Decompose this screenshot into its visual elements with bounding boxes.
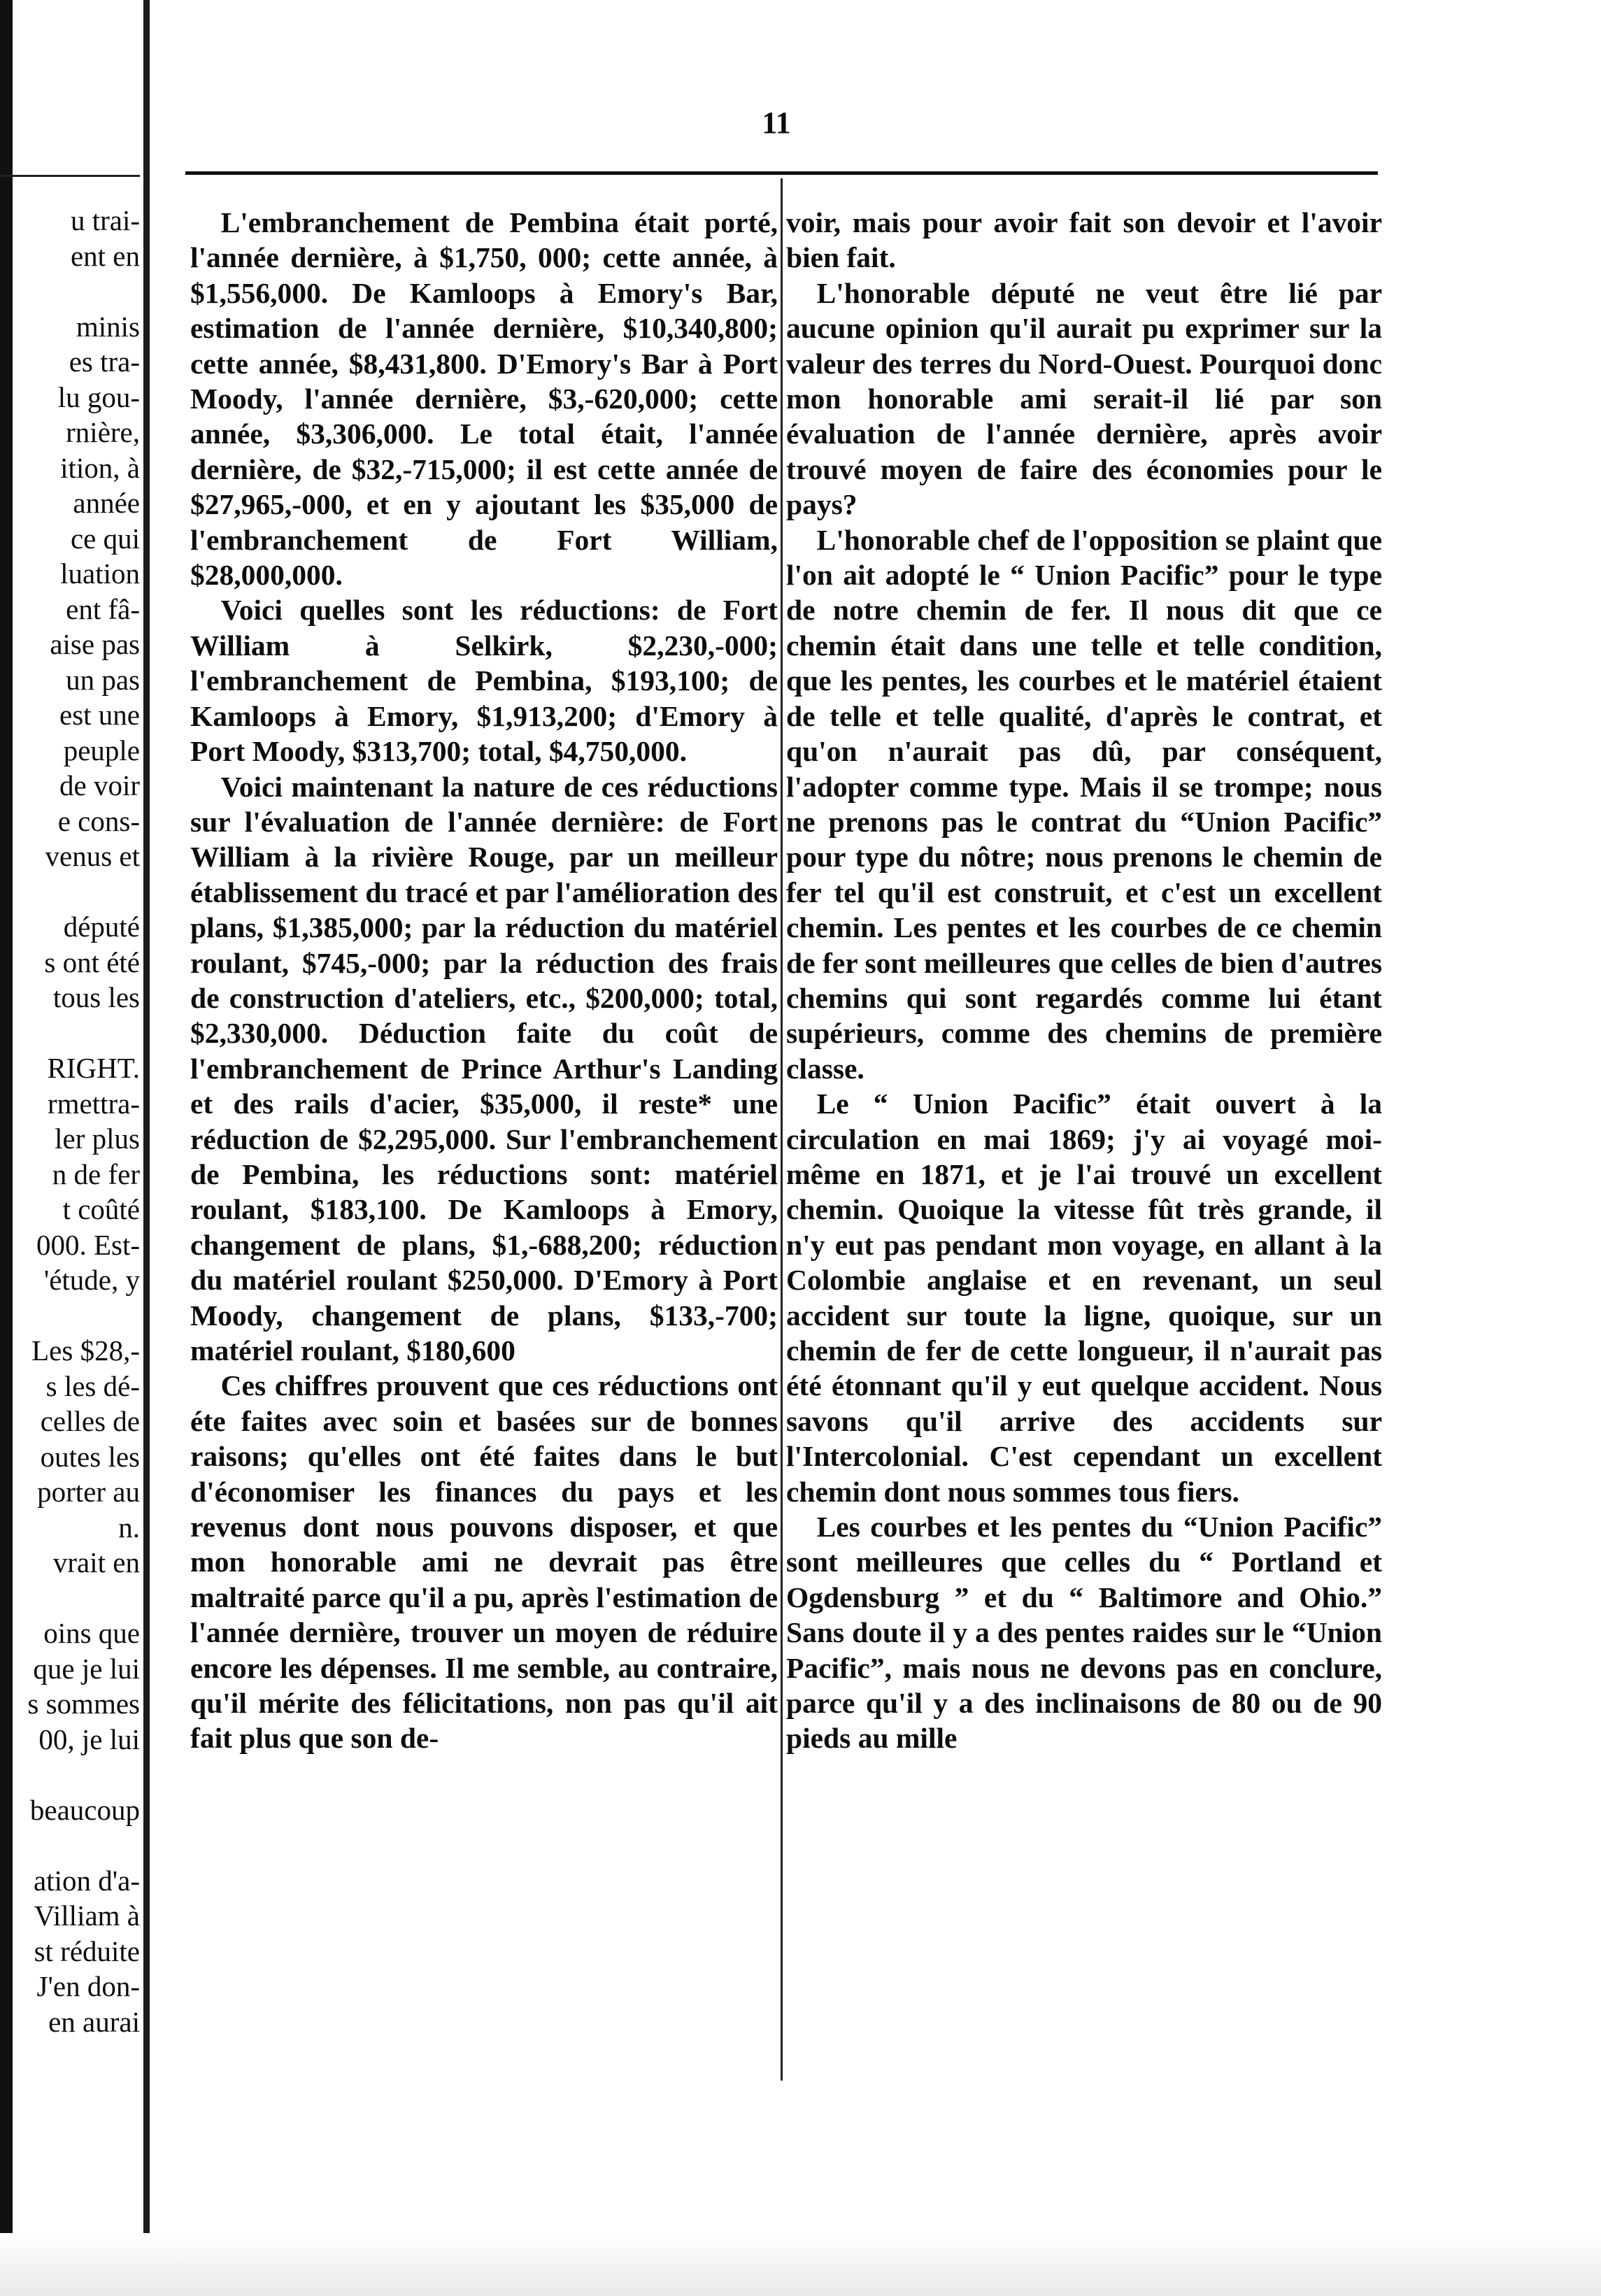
- facing-page-line: 00, je lui: [38, 1723, 140, 1755]
- facing-page-line: e cons-: [57, 804, 140, 837]
- facing-page-line: Les $28,-: [31, 1334, 140, 1367]
- facing-page-line: n de fer: [52, 1157, 140, 1190]
- facing-page-line: 'étude, y: [43, 1264, 140, 1296]
- facing-page-line: est une: [59, 699, 140, 731]
- facing-page-line: [0, 1757, 140, 1792]
- paragraph: Ces chiffres prouvent que ces réductions ont éte faites avec soin et basées sur de bonnes raisons; qu'elles ont été faites dans le but d'économiser les finances du pays et les revenus dont nous pouvons disposer, et que mon honorable ami ne devrait pas être maltraité parce qu'il a pu, après l'estimation de l'année dernière, trouver un moyen de réduire encore les dépenses. Il me semble, au contraire, qu'il mérite des félicitations, non pas qu'il ait fait plus que son de-: [190, 1369, 778, 1755]
- left-column: [190, 205, 778, 1756]
- header-rule: [185, 171, 1378, 175]
- facing-page-line: es tra-: [69, 345, 140, 378]
- facing-page-line: peuple: [63, 734, 140, 766]
- facing-page-fragments: [0, 203, 140, 2039]
- facing-page-line: t coûté: [62, 1193, 140, 1225]
- facing-page-line: n.: [118, 1511, 140, 1543]
- facing-page-line: s ont été: [44, 946, 140, 978]
- paragraph: L'honorable député ne veut être lié par aucune opinion qu'il aurait pu exprimer sur la valeur des terres du Nord-Ouest. Pourquoi donc mon honorable ami serait-il lié par son évaluation de l'année dernière, après avoir trouvé moyen de faire des économies pour le pays?: [786, 276, 1382, 521]
- facing-page-line: ent fâ-: [66, 592, 140, 625]
- right-column: [786, 205, 1382, 1756]
- facing-page-line: année: [73, 487, 140, 519]
- facing-page-line: porter au: [37, 1476, 140, 1508]
- facing-page-line: [0, 1827, 140, 1863]
- scan-bottom-shade: [0, 2233, 1601, 2296]
- facing-page-line: luation: [60, 557, 140, 590]
- facing-page-line: ition, à: [60, 451, 140, 484]
- facing-page-line: 000. Est-: [36, 1228, 140, 1261]
- facing-page-line: minis: [76, 310, 140, 343]
- facing-page-line: aise pas: [50, 628, 140, 660]
- facing-page-line: oins que: [43, 1617, 140, 1649]
- facing-page-line: [0, 273, 140, 309]
- page-number: 11: [762, 106, 791, 140]
- facing-page-line: Villiam à: [34, 1899, 140, 1932]
- paragraph: Le “ Union Pacific” était ouvert à la circulation en mai 1869; j'y ai voyagé moi-même en 1871, et je l'ai trouvé un excellent chemin. Quoique la vitesse fût très grande, il n'y eut pas pendant mon voyage, en allant à la Colombie anglaise et en revenant, un seul accident sur toute la ligne, quoique, sur un chemin de fer de cette longueur, il n'aurait pas été étonnant qu'il y eut quelque accident. Nous savons qu'il arrive des accidents sur l'Intercolonial. C'est cependant un excellent chemin dont nous sommes tous fiers.: [786, 1088, 1382, 1508]
- paragraph: Voici quelles sont les réductions: de Fort William à Selkirk, $2,230,-000; l'embranchement de Pembina, $193,100; de Kamloops à Emory, $1,913,200; d'Emory à Port Moody, $313,700; total, $4,750,000.: [190, 594, 778, 768]
- paragraph: L'embranchement de Pembina était porté, l'année dernière, à $1,750, 000; cette année, à $1,556,000. De Kamloops à Emory's Bar, estimation de l'année dernière, $10,340,800; cette année, $8,431,800. D'Emory's Bar à Port Moody, l'année dernière, $3,-620,000; cette année, $3,306,000. Le total était, l'année dernière, de $32,-715,000; il est cette année de $27,965,-000, et en y ajoutant les $35,000 de l'embranchement de Fort William, $28,000,000.: [190, 206, 778, 592]
- facing-page-line: st réduite: [34, 1934, 140, 1967]
- facing-page-line: député: [63, 911, 140, 943]
- paragraph: Voici maintenant la nature de ces réductions sur l'évaluation de l'année dernière: de Fort William à la rivière Rouge, par un meilleur établissement du tracé et par l'amélioration des plans, $1,385,000; par la réduction du matériel roulant, $745,-000; par la réduction des frais de construction d'ateliers, etc., $200,000; total, $2,330,000. Déduction faite du coût de l'embranchement de Prince Arthur's Landing et des rails d'acier, $35,000, il reste* une réduction de $2,295,000. Sur l'embranchement de Pembina, les réductions sont: matériel roulant, $183,100. De Kamloops à Emory, changement de plans, $1,-688,200; réduction du matériel roulant $250,000. D'Emory à Port Moody, changement de plans, $133,-700; matériel roulant, $180,600: [190, 770, 778, 1367]
- facing-page-line: s sommes: [27, 1688, 140, 1720]
- facing-page-line: [0, 1581, 140, 1616]
- facing-page-line: ent en: [70, 239, 140, 272]
- facing-page-line: lu gou-: [57, 380, 140, 413]
- facing-page-line: RIGHT.: [47, 1052, 140, 1084]
- facing-page-line: ce qui: [70, 522, 140, 555]
- facing-page-line: [0, 874, 140, 910]
- facing-page-line: en aurai: [48, 2005, 140, 2038]
- facing-page-line: [0, 1015, 140, 1051]
- column-divider: [781, 178, 783, 2081]
- facing-page-rule: [0, 175, 140, 177]
- facing-page-line: celles de: [40, 1405, 140, 1437]
- facing-page-line: beaucoup: [29, 1793, 140, 1826]
- facing-page-line: que je lui: [33, 1652, 140, 1685]
- paragraph: Les courbes et les pentes du “Union Pacific” sont meilleures que celles du “ Portland et Ogdensburg ” et du “ Baltimore and Ohio.” Sans doute il y a des pentes raides sur le “Union Pacific”, mais nous ne devons pas en conclure, parce qu'il y a des inclinaisons de 80 ou de 90 pieds au mille: [786, 1511, 1382, 1755]
- paragraph: voir, mais pour avoir fait son devoir et l'avoir bien fait.: [786, 206, 1382, 274]
- facing-page-line: ation d'a-: [34, 1864, 140, 1897]
- facing-page-line: rnière,: [66, 416, 140, 448]
- facing-page-line: s les dé-: [45, 1369, 140, 1402]
- facing-page-line: u trai-: [70, 204, 140, 236]
- facing-page-line: venus et: [45, 840, 140, 872]
- page-gutter: [143, 0, 150, 2296]
- facing-page-line: [0, 1298, 140, 1334]
- facing-page-line: un pas: [66, 663, 140, 696]
- facing-page-line: de voir: [59, 769, 140, 801]
- facing-page-line: J'en don-: [36, 1970, 140, 2002]
- facing-page-line: ler plus: [55, 1122, 140, 1155]
- paragraph: L'honorable chef de l'opposition se plaint que l'on ait adopté le “ Union Pacific” pour le type de notre chemin de fer. Il nous dit que ce chemin était dans une telle et telle condition, que les pentes, les courbes et le matériel étaient de telle et telle qualité, d'après le contrat, et qu'on n'aurait pas dû, par conséquent, l'adopter comme type. Mais il se trompe; nous ne prenons pas le contrat du “Union Pacific” pour type du nôtre; nous prenons le chemin de fer tel qu'il est construit, et c'est un excellent chemin. Les pentes et les courbes de ce chemin de fer sont meilleures que celles de bien d'autres chemins qui sont regardés comme lui étant supérieurs, comme des chemins de première classe.: [786, 523, 1382, 1085]
- facing-page-line: outes les: [40, 1440, 140, 1473]
- facing-page-line: tous les: [52, 981, 140, 1013]
- facing-page-line: rmettra-: [47, 1087, 140, 1120]
- facing-page-line: vrait en: [52, 1546, 140, 1578]
